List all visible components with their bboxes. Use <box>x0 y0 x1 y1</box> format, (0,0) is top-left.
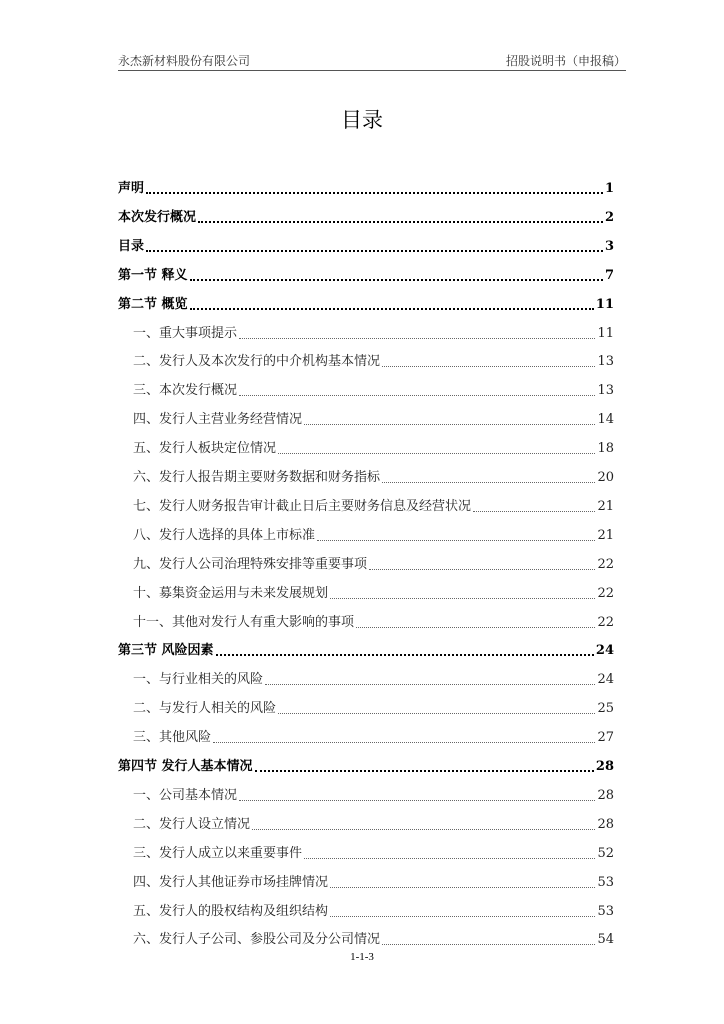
toc-entry-label: 十、募集资金运用与未来发展规划 <box>133 585 329 601</box>
toc-subsection-entry[interactable] <box>118 488 614 516</box>
toc-dot-leader <box>198 221 603 223</box>
toc-subsection-entry[interactable] <box>118 401 614 429</box>
document-type: 招股说明书（申报稿） <box>505 54 626 68</box>
toc-entry-label: 一、公司基本情况 <box>133 787 238 803</box>
toc-subsection-entry[interactable] <box>118 921 614 949</box>
toc-subsection-entry[interactable] <box>118 517 614 545</box>
toc-subsection-entry[interactable] <box>118 430 614 458</box>
toc-subsection-entry[interactable] <box>118 604 614 632</box>
toc-entry-page: 22 <box>597 585 614 601</box>
toc-dot-leader <box>216 654 594 656</box>
toc-section-entry[interactable] <box>118 199 614 227</box>
toc-entry-page: 7 <box>604 267 614 283</box>
toc-entry-label: 四、发行人主营业务经营情况 <box>133 412 303 428</box>
toc-entry-page: 28 <box>597 787 614 803</box>
toc-subsection-entry[interactable] <box>118 315 614 343</box>
toc-entry-page: 22 <box>597 556 614 572</box>
toc-entry-label: 第二节 概览 <box>118 296 188 312</box>
toc-entry-label: 五、发行人板块定位情况 <box>133 441 277 457</box>
toc-subsection-entry[interactable] <box>118 372 614 400</box>
toc-entry-page: 53 <box>597 874 614 890</box>
toc-subsection-entry[interactable] <box>118 546 614 574</box>
toc-subsection-entry[interactable] <box>118 575 614 603</box>
toc-dot-leader <box>473 511 595 512</box>
page-header <box>118 50 626 71</box>
toc-entry-label: 三、本次发行概况 <box>133 383 238 399</box>
toc-dot-leader <box>369 569 595 570</box>
toc-dot-leader <box>304 858 595 859</box>
toc-entry-label: 第一节 释义 <box>118 267 188 283</box>
toc-entry-page: 22 <box>597 614 614 630</box>
toc-dot-leader <box>382 482 595 483</box>
toc-entry-label: 声明 <box>118 181 145 196</box>
toc-dot-leader <box>146 192 603 194</box>
toc-section-entry[interactable] <box>118 257 614 285</box>
toc-entry-label: 第四节 发行人基本情况 <box>118 759 253 774</box>
toc-entry-label: 八、发行人选择的具体上市标准 <box>133 527 316 543</box>
toc-entry-label: 第三节 风险因素 <box>118 643 214 659</box>
toc-entry-page: 11 <box>597 325 614 341</box>
toc-dot-leader <box>304 424 595 425</box>
toc-entry-label: 三、发行人成立以来重要事件 <box>133 845 303 861</box>
toc-entry-label: 一、重大事项提示 <box>133 325 238 341</box>
toc-dot-leader <box>317 540 595 541</box>
toc-entry-label: 十一、其他对发行人有重大影响的事项 <box>133 614 355 630</box>
toc-dot-leader <box>382 944 595 945</box>
toc-entry-page: 25 <box>597 701 614 717</box>
toc-dot-leader <box>278 453 595 454</box>
toc-entry-label: 二、发行人及本次发行的中介机构基本情况 <box>133 354 381 370</box>
toc-entry-page: 24 <box>597 672 614 688</box>
toc-dot-leader <box>356 627 595 628</box>
toc-dot-leader <box>330 598 595 599</box>
toc-entry-page: 21 <box>597 498 614 514</box>
toc-entry-page: 24 <box>595 643 614 659</box>
toc-entry-page: 20 <box>597 470 614 485</box>
toc-entry-page: 14 <box>597 412 614 428</box>
toc-entry-label: 二、与发行人相关的风险 <box>133 701 277 717</box>
company-name: 永杰新材料股份有限公司 <box>118 54 251 68</box>
toc-entry-label: 九、发行人公司治理特殊安排等重要事项 <box>133 556 368 572</box>
toc-dot-leader <box>382 366 595 367</box>
toc-subsection-entry[interactable] <box>118 893 614 921</box>
toc-subsection-entry[interactable] <box>118 661 614 689</box>
toc-entry-label: 目录 <box>118 238 145 254</box>
toc-section-entry[interactable] <box>118 286 614 314</box>
toc-entry-page: 52 <box>597 845 614 861</box>
toc-section-entry[interactable] <box>118 748 614 776</box>
toc-section-entry[interactable] <box>118 632 614 660</box>
toc-entry-page: 21 <box>597 527 614 543</box>
toc-dot-leader <box>190 308 594 310</box>
page-number: 1-1-3 <box>350 951 374 963</box>
toc-dot-leader <box>146 250 603 252</box>
toc-subsection-entry[interactable] <box>118 343 614 371</box>
toc-subsection-entry[interactable] <box>118 777 614 805</box>
toc-subsection-entry[interactable] <box>118 690 614 718</box>
toc-entry-page: 11 <box>595 296 614 312</box>
toc-dot-leader <box>330 916 595 917</box>
toc-entry-label: 六、发行人报告期主要财务数据和财务指标 <box>133 470 381 485</box>
toc-dot-leader <box>265 684 595 685</box>
toc-entry-page: 13 <box>597 383 614 399</box>
toc-entry-page: 54 <box>597 932 614 948</box>
toc-dot-leader <box>239 338 595 339</box>
toc-entry-label: 五、发行人的股权结构及组织结构 <box>133 903 329 919</box>
toc-dot-leader <box>255 770 594 772</box>
toc-entry-label: 本次发行概况 <box>118 209 197 225</box>
toc-entry-page: 28 <box>595 759 614 774</box>
toc-dot-leader <box>278 713 595 714</box>
toc-entry-label: 二、发行人设立情况 <box>133 816 251 832</box>
toc-entry-label: 四、发行人其他证券市场挂牌情况 <box>133 874 329 890</box>
toc-entry-label: 七、发行人财务报告审计截止日后主要财务信息及经营状况 <box>133 498 472 514</box>
toc-entry-page: 2 <box>604 209 614 225</box>
toc-entry-label: 六、发行人子公司、参股公司及分公司情况 <box>133 932 381 948</box>
toc-dot-leader <box>330 887 595 888</box>
toc-entry-page: 27 <box>597 730 614 746</box>
toc-entry-page: 28 <box>597 816 614 832</box>
toc-subsection-entry[interactable] <box>118 864 614 892</box>
toc-subsection-entry[interactable] <box>118 719 614 747</box>
toc-entry-page: 18 <box>597 441 614 457</box>
toc-entry-page: 13 <box>597 354 614 370</box>
toc-section-entry[interactable] <box>118 170 614 198</box>
toc-subsection-entry[interactable] <box>118 835 614 863</box>
toc-dot-leader <box>190 279 603 281</box>
toc-dot-leader <box>213 742 595 743</box>
toc-subsection-entry[interactable] <box>118 459 614 487</box>
toc-dot-leader <box>252 829 595 830</box>
toc-section-entry[interactable] <box>118 228 614 256</box>
toc-entry-page: 3 <box>604 238 614 254</box>
toc-entry-page: 1 <box>604 181 614 196</box>
toc-entry-label: 三、其他风险 <box>133 730 212 746</box>
toc-entry-page: 53 <box>597 903 614 919</box>
toc-dot-leader <box>239 395 595 396</box>
page-title: 目录 <box>341 108 383 132</box>
toc-dot-leader <box>239 800 595 801</box>
toc-entry-label: 一、与行业相关的风险 <box>133 672 264 688</box>
toc-subsection-entry[interactable] <box>118 806 614 834</box>
